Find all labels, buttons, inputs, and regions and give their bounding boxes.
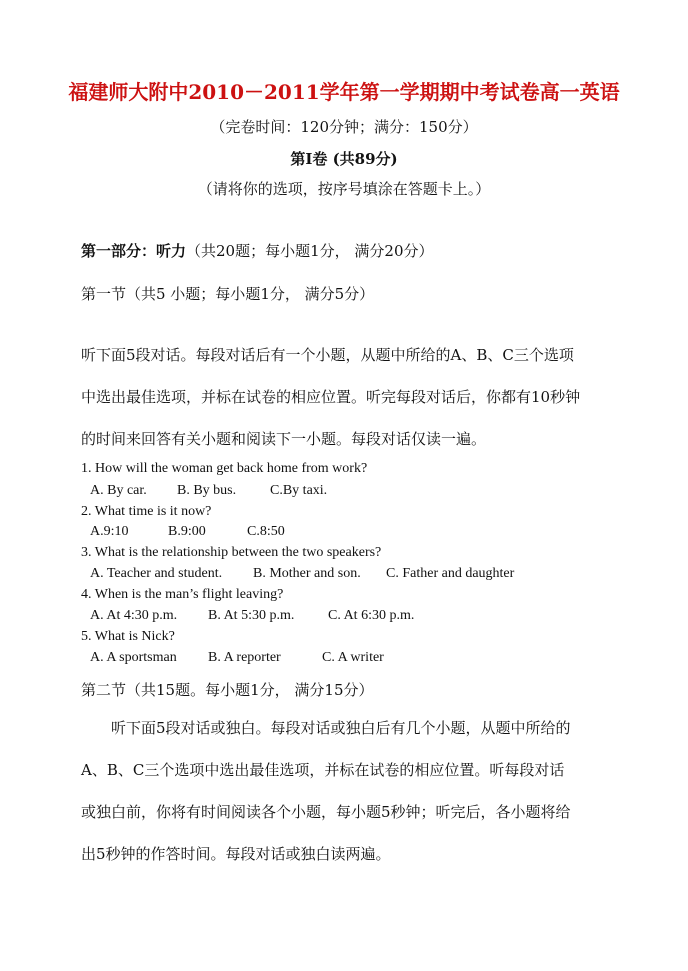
part-one-title: 第一部分：听力 [81, 242, 187, 260]
option-c: C. A writer [322, 650, 384, 665]
question-1-stem: 1. How will the woman get back home from work? [81, 461, 368, 476]
directions-line: 出5秒钟的作答时间。每段对话或独白读两遍。 [81, 845, 391, 863]
option-c: C. At 6:30 p.m. [328, 608, 415, 623]
option-b: B.9:00 [168, 524, 206, 539]
question-3-options [90, 566, 514, 582]
question-5-stem: 5. What is Nick? [81, 629, 175, 644]
option-a: A. A sportsman [90, 650, 177, 665]
option-a: A. At 4:30 p.m. [90, 608, 178, 623]
volume-heading: 第Ⅰ卷 (共89分) [290, 150, 398, 168]
section-two-heading: 第二节（共15题。每小题1分， 满分15分） [81, 681, 374, 699]
directions-line: 的时间来回答有关小题和阅读下一小题。每段对话仅读一遍。 [81, 430, 487, 448]
exam-title: 福建师大附中2010－2011学年第一学期期中考试卷高一英语 [68, 80, 620, 104]
option-b: B. Mother and son. [253, 566, 361, 581]
answer-instruction: （请将你的选项，按序号填涂在答题卡上。） [197, 180, 491, 198]
directions-line: A、B、C三个选项中选出最佳选项，并标在试卷的相应位置。听每段对话 [81, 761, 565, 779]
exam-time-and-score: （完卷时间：120分钟；满分：150分） [210, 118, 478, 136]
directions-line: 中选出最佳选项，并标在试卷的相应位置。听完每段对话后，你都有10秒钟 [81, 388, 581, 406]
option-c: C.By taxi. [270, 483, 328, 498]
question-2-stem: 2. What time is it now? [81, 504, 212, 519]
option-b: B. At 5:30 p.m. [208, 608, 295, 623]
section-two-directions [81, 707, 621, 875]
part-one-scoring: （共20题；每小题1分， 满分20分） [186, 242, 434, 260]
question-2-options [90, 524, 285, 540]
section-one-heading: 第一节（共5 小题；每小题1分， 满分5分） [81, 285, 375, 303]
question-3-stem: 3. What is the relationship between the two speakers? [81, 545, 382, 560]
option-a: A.9:10 [90, 524, 129, 539]
directions-line: 听下面5段对话。每段对话后有一个小题，从题中所给的A、B、C三个选项 [81, 346, 574, 364]
question-4-options [90, 608, 414, 624]
option-a: A. By car. [90, 483, 147, 498]
option-a: A. Teacher and student. [90, 566, 223, 581]
question-4-stem: 4. When is the man’s flight leaving? [81, 587, 284, 602]
option-b: B. By bus. [177, 483, 237, 498]
option-c: C.8:50 [247, 524, 285, 539]
option-b: B. A reporter [208, 650, 281, 665]
part-one-heading [81, 240, 434, 261]
section-one-directions [81, 334, 621, 460]
question-5-options [90, 650, 384, 666]
question-1-options [90, 483, 327, 499]
directions-line: 或独白前，你将有时间阅读各个小题，每小题5秒钟；听完后，各小题将给 [81, 803, 571, 821]
option-c: C. Father and daughter [386, 566, 515, 581]
directions-line: 听下面5段对话或独白。每段对话或独白后有几个小题，从题中所给的 [111, 719, 571, 737]
